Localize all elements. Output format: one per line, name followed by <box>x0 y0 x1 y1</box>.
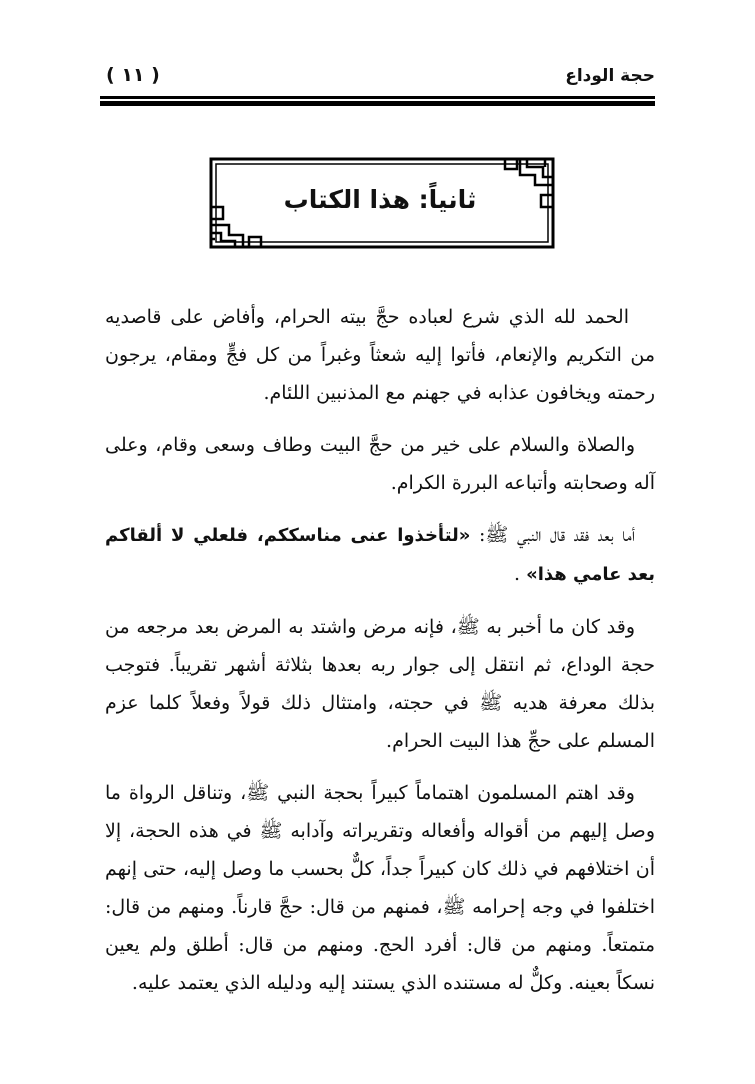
book-title: حجة الوداع <box>565 66 655 86</box>
body-text <box>105 298 655 1016</box>
paragraph: الحمد لله الذي شرع لعباده حجَّ بيته الحرام، وأفاض على قاصديه من التكريم والإنعام، فأتوا إليه شعثاً وغبراً من كل فجٍّ ومقام، يرجون رحمته ويخافون عذابه في جهنم مع المذنبين اللئام. <box>105 306 655 404</box>
paragraph: وقد كان ما أخبر به ﷺ، فإنه مرض واشتد به المرض بعد مرجعه من حجة الوداع، ثم انتقل إلى جوار ربه بعدها بثلاثة أشهر تقريباً. فتوجب بذلك معرفة هديه ﷺ في حجته، وامتثال ذلك قولاً وفعلاً كلما عزم المسلم على حجِّ هذا البيت الحرام. <box>105 616 655 752</box>
paragraph: والصلاة والسلام على خير من حجَّ البيت وطاف وسعى وقام، وعلى آله وصحابته وأتباعه البررة الكرام. <box>105 434 655 494</box>
page-number: ( ١١ ) <box>106 64 160 86</box>
running-header <box>100 64 655 94</box>
header-rule-thick <box>100 101 655 106</box>
hadith-quote: «لتأخذوا عنى مناسككم، فلعلي لا ألقاكم بعد عامي هذا» <box>105 525 655 585</box>
paragraph: وقد اهتم المسلمون اهتماماً كبيراً بحجة النبي ﷺ، وتناقل الرواة ما وصل إليهم من أقواله وأفعاله وتقريراته وآدابه ﷺ في هذه الحجة، إلا أن اختلافهم في ذلك كان كبيراً جداً، كلٌّ بحسب ما وصل إليه، حتى إنهم اختلفوا في وجه إحرامه ﷺ، فمنهم من قال: حجَّ قارناً. ومنهم من قال: متمتعاً. ومنهم من قال: أفرد الحج. ومنهم من قال: أطلق ولم يعين نسكاً بعينه. وكلٌّ له مستنده الذي يستند إليه ودليله الذي يعتمد عليه. <box>105 782 655 994</box>
paragraph-outro: . <box>513 563 527 585</box>
paragraph-intro: أما بعد فقد قال النبي ﷺ: <box>470 524 636 546</box>
section-title: ثانياً: هذا الكتاب <box>283 185 477 214</box>
header-rule-thin <box>100 96 655 99</box>
section-heading-frame <box>205 155 555 250</box>
paragraph-with-hadith <box>105 516 655 594</box>
